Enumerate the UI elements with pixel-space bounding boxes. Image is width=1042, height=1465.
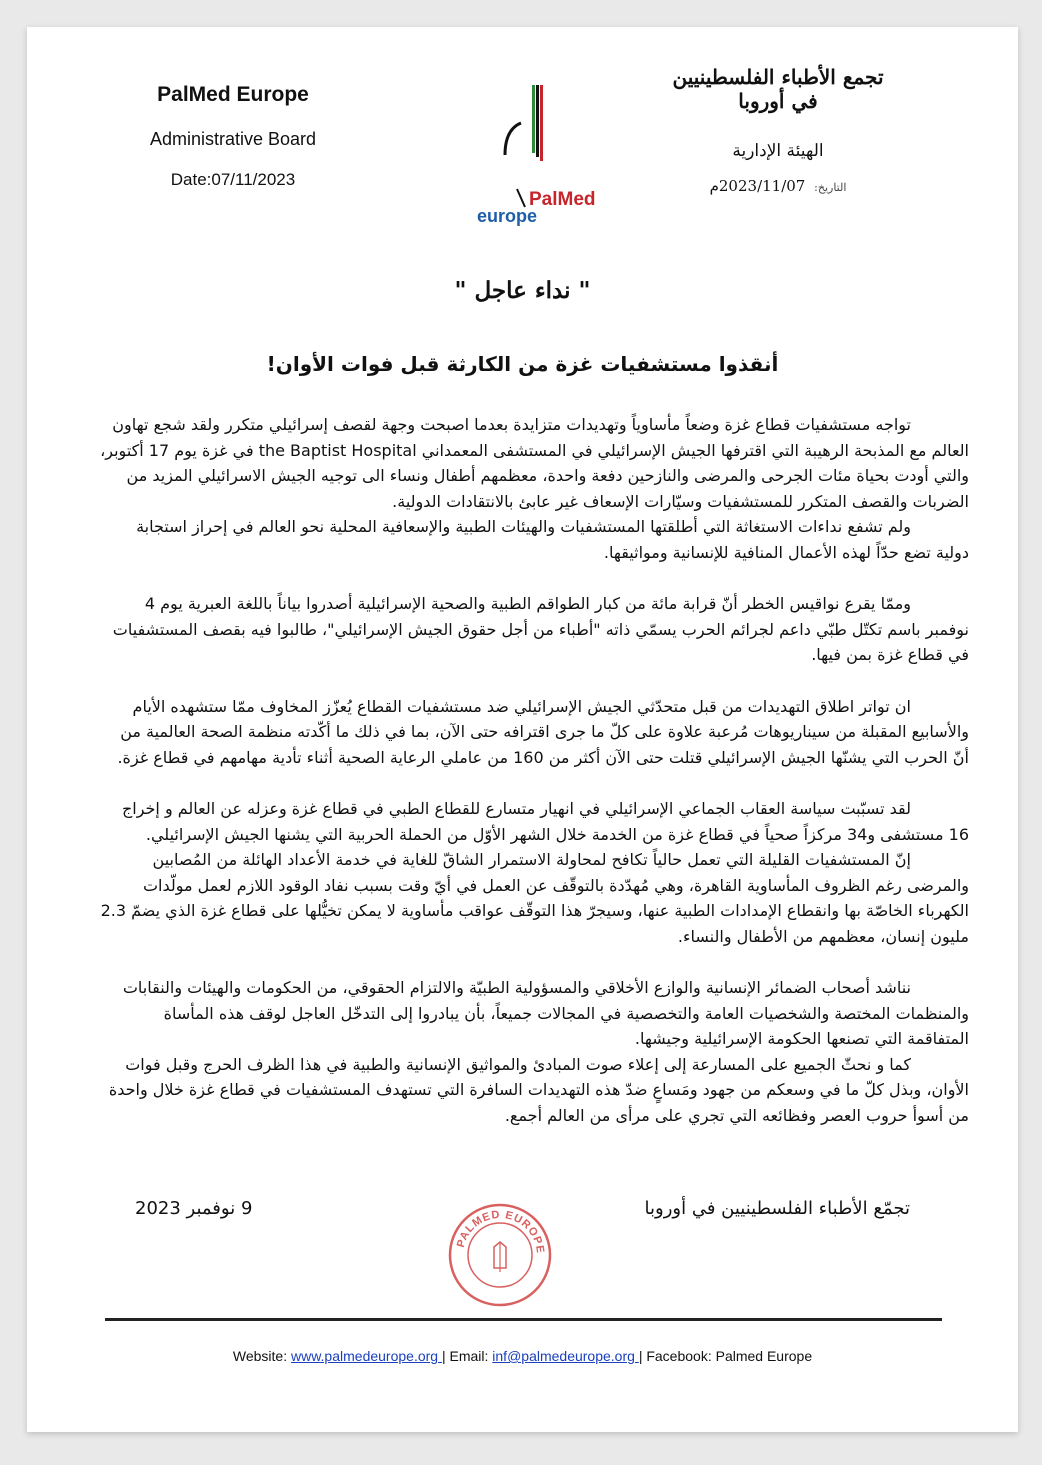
document-page [27,27,1018,1432]
website-link[interactable]: www.palmedeurope.org [290,1348,442,1364]
footer-divider [105,1318,942,1321]
paragraph: ان تواتر اطلاق التهديدات من قبل متحدّثي الجيش الإسرائيلي ضد مستشفيات القطاع يُعزّز المخاوف ممّا ستشهده الأيام والأسابيع المقبلة من سيناريوهات مُرعبة علاوة على كلّ ما جرى اقترافه حتى الآن، بما في ذلك ما أكّدته منظمة الصحة العالمية من أنّ الحرب التي يشنّها الجيش الإسرائيلي قتلت حتى الآن أكثر من 160 من عاملي الرعاية الصحية أثناء تأدية مهامهم في قطاع غزة. [117,696,969,767]
paragraph: إنّ المستشفيات القليلة التي تعمل حالياً تكافح لمحاولة الاستمرار الشاقّ للغاية في خدمة الأعداد الهائلة من المُصابين والمرضى رغم الظروف المأساوية القاهرة، وهي مُهدّدة بالتوقّف عن العمل في أيّ وقت بسبب نفاد الوقود اللازم لعمل مولّدات الكهرباء الخاصّة بها وانقطاع الإمدادات الطبية عنها، وسيجرّ هذا التوقّف عواقب مأساوية لا يمكن تخيُّلها على قطاع غزة الذي يضمّ 2.3 مليون إنسان، معظمهم من الأطفال والنساء. [100,850,969,946]
urgent-call-heading: " نداء عاجل " [454,277,591,304]
board-name-ar: الهيئة الإدارية [732,141,824,161]
signature-date: 9 نوفمبر 2023 [135,1198,253,1219]
english-header [123,83,343,190]
paragraph: لقد تسبّبت سياسة العقاب الجماعي الإسرائيلي في انهيار متسارع للقطاع الطبي في قطاع غزة وعزله عن العالم و إخراج 16 مستشفى و34 مركزاً صحياً في قطاع غزة من الخدمة خلال الشهر الأوّل من الحملة الحربية التي يشنها الجيش الإسرائيلي. [121,799,969,844]
paragraph: ولم تشفع نداءات الاستغاثة التي أطلقتها المستشفيات والهيئات الطبية والإسعافية المحلية نحو العالم في إحراز استجابة دولية تضع حدّاً لهذه الأعمال المنافية للإنسانية ومواثيقها. [136,517,969,562]
paragraph: نناشد أصحاب الضمائر الإنسانية والوازع الأخلاقي والمسؤولية الطبيّة والالتزام الحقوقي، من الحكومات والهيئات والنقابات والمنظمات المختصة والشخصيات العامة والتخصصية في المجالات جميعاً، بأن يبادروا إلى التدخّل العاجل لوقف هذه المأساة المتفاقمة التي تصنعها الحكومة الإسرائيلية وجيشها. [122,978,969,1048]
date-ar-label: التاريخ: [814,181,847,194]
footer-contacts [27,1348,1018,1364]
website-label: Website: [232,1348,291,1364]
arabic-header [668,65,888,195]
facebook-label: | Facebook: Palmed Europe [638,1348,813,1364]
letter-body [99,412,969,1128]
date-en: Date:07/11/2023 [170,170,296,189]
board-name-en: Administrative Board [149,129,317,149]
signature-org: تجمّع الأطباء الفلسطينيين في أوروبا [644,1198,910,1219]
org-name-ar: تجمع الأطباء الفلسطينيين في أوروبا [672,65,884,113]
date-ar [668,177,888,195]
paragraph: تواجه مستشفيات قطاع غزة وضعاً مأساوياً وتهديدات متزايدة بعدما اصبحت وجهة لقصف إسرائيلي متكرر ولقد شجع تهاون العالم مع المذبحة الرهيبة التي اقترفها الجيش الإسرائيلي في المستشفى المعمداني the Baptist Hospital في غزة يوم 17 أكتوبر، والتي أودت بحياة مئات الجرحى والمرضى والنازحين دفعة واحدة، معظمهم أطفال ونساء الى توجيه الجيش الاسرائيلي المزيد من الضربات والقصف المتكرر للمستشفيات وسيّارات الإسعاف غير عابئ بالانتقادات الدولية. [100,415,969,511]
date-ar-value: 2023/11/07م [709,177,806,195]
logo-text-palmed: PalMed [529,189,596,210]
paragraph: وممّا يقرع نواقيس الخطر أنّ قرابة مائة من كبار الطواقم الطبية والصحية الإسرائيلية أصدروا بياناً باللغة العبرية يوم 4 نوفمبر باسم تكتّل طبّي داعم لجرائم الحرب يسمّي ذاته "أطباء من أجل حقوق الجيش الإسرائيلي"، طالبوا فيه بقصف المستشفيات في قطاع غزة بمن فيها. [112,594,969,664]
paragraph: كما و نحثّ الجميع على المسارعة إلى إعلاء صوت المبادئ والمواثيق الإنسانية والطبية في هذا الظرف الحرج وقبل فوات الأوان، وبذل كلّ ما في وسعكم من جهود ومَساعٍ ضدّ هذه التهديدات السافرة التي تستهدف المستشفيات في قطاع غزة خلال واحدة من أسوأ حروب العصر وفظائعه التي تجري على مرأى من العالم أجمع. [108,1054,969,1125]
stamp-seal [447,1202,553,1308]
main-title: أنقذوا مستشفيات غزة من الكارثة قبل فوات الأوان! [266,352,779,376]
email-label: | Email: [441,1348,493,1364]
logo-text-europe: europe [477,206,538,226]
palmed-logo [447,77,597,227]
email-link[interactable]: inf@palmedeurope.org [492,1348,639,1364]
stamp-text: PALMED EUROPE [454,1208,547,1255]
org-name-en: PalMed Europe [157,83,309,106]
